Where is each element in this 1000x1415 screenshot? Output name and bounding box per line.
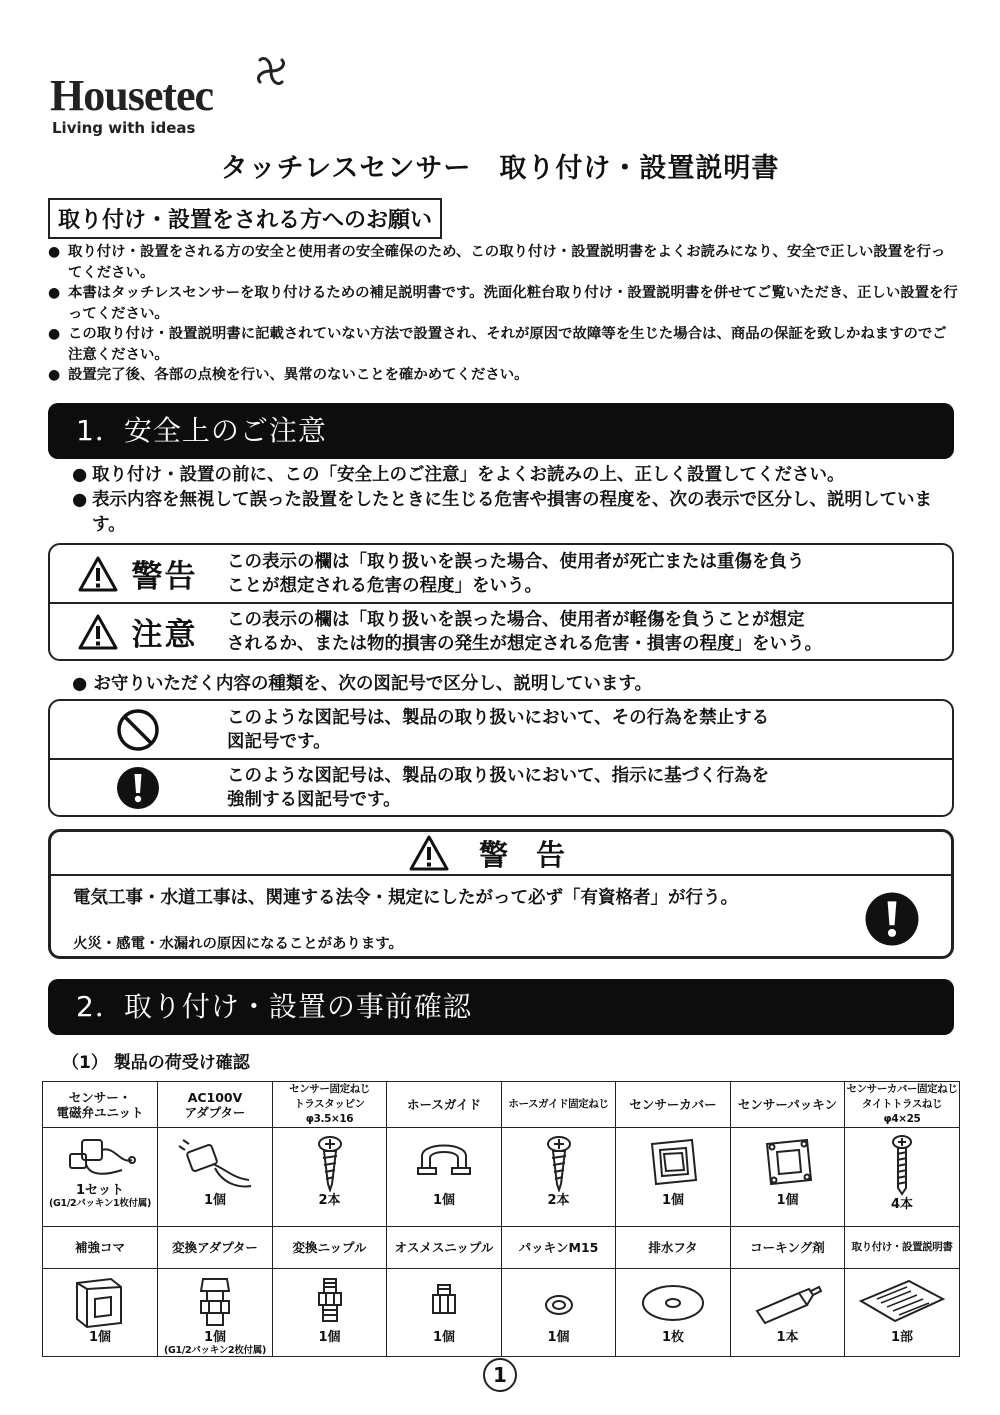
table-row (43, 1082, 960, 1128)
screw-icon (310, 1134, 350, 1192)
list-item: ● 取り付け・設置の前に、この「安全上のご注意」をよくお読みの上、正しく設置してください。 (72, 463, 952, 488)
caution-label: 注意 (131, 617, 198, 653)
part-name: 補強コマ (43, 1227, 158, 1269)
hazard-level-table (48, 543, 954, 661)
part-name: 変換ニップル (273, 1227, 387, 1269)
symbol-row-mandatory (50, 758, 952, 815)
part-name: センサーカバー固定ねじ (846, 1083, 958, 1095)
list-item: ● 表示内容を無視して誤った設置をしたときに生じる危害や損害の程度を、次の表示で区分し、説明しています。 (72, 488, 952, 538)
warning-triangle-icon (78, 556, 118, 592)
part-note: (G1/2パッキン1枚付属) (49, 1198, 151, 1209)
screw-icon (887, 1134, 917, 1196)
request-heading: 取り付け・設置をされる方へのお願い (48, 198, 442, 239)
conversion-adapter-icon (195, 1275, 235, 1329)
section-1-list (72, 463, 952, 538)
caution-description: この表示の欄は「取り扱いを誤った場合、使用者が軽傷を負うことが想定 (227, 609, 805, 630)
table-row (43, 1227, 960, 1269)
caution-description: されるか、または物的損害の発生が想定される危害・損害の程度」をいう。 (227, 633, 822, 654)
list-item: ● 取り付け・設置をされる方の安全と使用者の安全確保のため、この取り付け・設置説明書をよくお読みになり、安全で正しい設置を行ってください。 (48, 242, 958, 283)
part-name: センサーカバー (629, 1097, 717, 1112)
part-qty: 1本 (776, 1330, 799, 1345)
brand-logo: Housetec (50, 71, 214, 120)
symbol-description: このような図記号は、製品の取り扱いにおいて、指示に基づく行為を (227, 765, 770, 786)
part-qty: 1個 (203, 1330, 227, 1345)
part-qty: 1個 (88, 1330, 112, 1345)
part-name: ホースガイド (406, 1097, 481, 1112)
instruction-manual-icon (857, 1275, 947, 1329)
part-name: センサーパッキン (737, 1097, 838, 1112)
part-qty: 1個 (203, 1193, 227, 1208)
part-name: オスメスニップル (387, 1227, 502, 1269)
symbol-description: 強制する図記号です。 (227, 789, 401, 810)
warning-label: 警告 (131, 559, 198, 595)
part-name: タイトトラスねじφ4×25 (861, 1098, 943, 1125)
document-title: タッチレスセンサー 取り付け・設置説明書 (220, 153, 780, 184)
part-name: センサー・ (68, 1089, 132, 1105)
part-qty: 1個 (776, 1193, 799, 1208)
part-qty: 2本 (547, 1193, 570, 1208)
list-item: ● この取り付け・設置説明書に記載されていない方法で設置され、それが原因で故障等を生じた場合は、商品の保証を致しかねますのでご注意ください。 (48, 324, 958, 365)
part-qty: 1部 (890, 1330, 914, 1345)
warning-box-main: 電気工事・水道工事は、関連する法令・規定にしたがって必ず「有資格者」が行う。 (73, 888, 738, 908)
warning-box-title: 警告 (478, 837, 593, 872)
conversion-nipple-icon (315, 1275, 345, 1329)
sensor-cover-icon (644, 1134, 702, 1192)
screw-icon (539, 1134, 579, 1192)
warning-triangle-icon (409, 835, 449, 871)
symbol-note: ● お守りいただく内容の種類を、次の図記号で区分し、説明しています。 (72, 674, 652, 694)
symbol-description: このような図記号は、製品の取り扱いにおいて、その行為を禁止する (227, 707, 770, 728)
brand-tagline: Living with ideas (52, 119, 196, 137)
part-qty: 4本 (890, 1197, 914, 1212)
part-name: 変換アダプター (158, 1227, 273, 1269)
warning-box-sub: 火災・感電・水漏れの原因になることがあります。 (73, 936, 403, 952)
part-qty: 1個 (432, 1193, 456, 1208)
part-qty: 2本 (318, 1193, 341, 1208)
warning-description: この表示の欄は「取り扱いを誤った場合、使用者が死亡または重傷を負う (227, 551, 805, 572)
symbol-description: 図記号です。 (227, 731, 331, 752)
part-name: 取り付け・設置説明書 (845, 1227, 960, 1269)
part-name: 排水フタ (616, 1227, 731, 1269)
part-qty: 1個 (318, 1330, 341, 1345)
sensor-valve-unit-icon (60, 1134, 140, 1182)
part-qty: 1個 (661, 1193, 685, 1208)
warning-description: ことが想定される危害の程度」をいう。 (227, 575, 542, 596)
table-row (43, 1269, 960, 1357)
part-name: 電磁弁ユニット (56, 1104, 144, 1120)
mandatory-icon (115, 765, 161, 811)
sensor-packing-icon (759, 1134, 817, 1192)
part-qty: 1個 (547, 1330, 570, 1345)
page-number: 1 (483, 1358, 517, 1392)
request-list (48, 242, 958, 386)
section-2-title: 2．取り付け・設置の事前確認 (48, 979, 954, 1035)
warning-box (48, 829, 954, 959)
ac-adapter-icon (175, 1134, 255, 1192)
table-row (43, 1128, 960, 1227)
part-qty: 1枚 (661, 1330, 685, 1345)
section-1-title: 1．安全上のご注意 (48, 403, 954, 459)
housetec-logo-mark (250, 50, 292, 92)
mandatory-icon (863, 890, 921, 948)
part-name: アダプター (184, 1104, 246, 1120)
part-name: AC100V (187, 1089, 243, 1105)
part-name: パッキンM15 (502, 1227, 616, 1269)
caulking-tube-icon (751, 1275, 825, 1329)
part-name: トラスタッピンφ3.5×16 (294, 1098, 365, 1125)
parts-check-heading: （1） 製品の荷受け確認 (62, 1053, 250, 1073)
caution-triangle-icon (78, 614, 118, 650)
part-name: センサー固定ねじ (289, 1083, 370, 1095)
part-qty: 1セット (75, 1183, 125, 1198)
part-name: コーキング剤 (731, 1227, 845, 1269)
prohibition-icon (115, 707, 161, 753)
symbol-row-prohibition (50, 701, 952, 758)
reinforcement-block-icon (71, 1275, 129, 1329)
part-qty: 1個 (432, 1330, 456, 1345)
hazard-row-warning (50, 545, 952, 602)
symbol-table (48, 699, 954, 817)
parts-table (42, 1081, 960, 1357)
part-name: ホースガイド固定ねじ (508, 1098, 609, 1110)
male-female-nipple-icon (429, 1275, 459, 1329)
packing-ring-icon (539, 1275, 579, 1329)
hose-guide-icon (412, 1134, 476, 1192)
hazard-row-caution (50, 602, 952, 659)
part-note: (G1/2パッキン2枚付属) (164, 1345, 266, 1356)
drain-cap-icon (638, 1275, 708, 1329)
list-item: ● 本書はタッチレスセンサーを取り付けるための補足説明書です。洗面化粧台取り付け・設置説明書を併せてご覧いただき、正しい設置を行ってください。 (48, 283, 958, 324)
list-item: ● 設置完了後、各部の点検を行い、異常のないことを確かめてください。 (48, 365, 958, 386)
